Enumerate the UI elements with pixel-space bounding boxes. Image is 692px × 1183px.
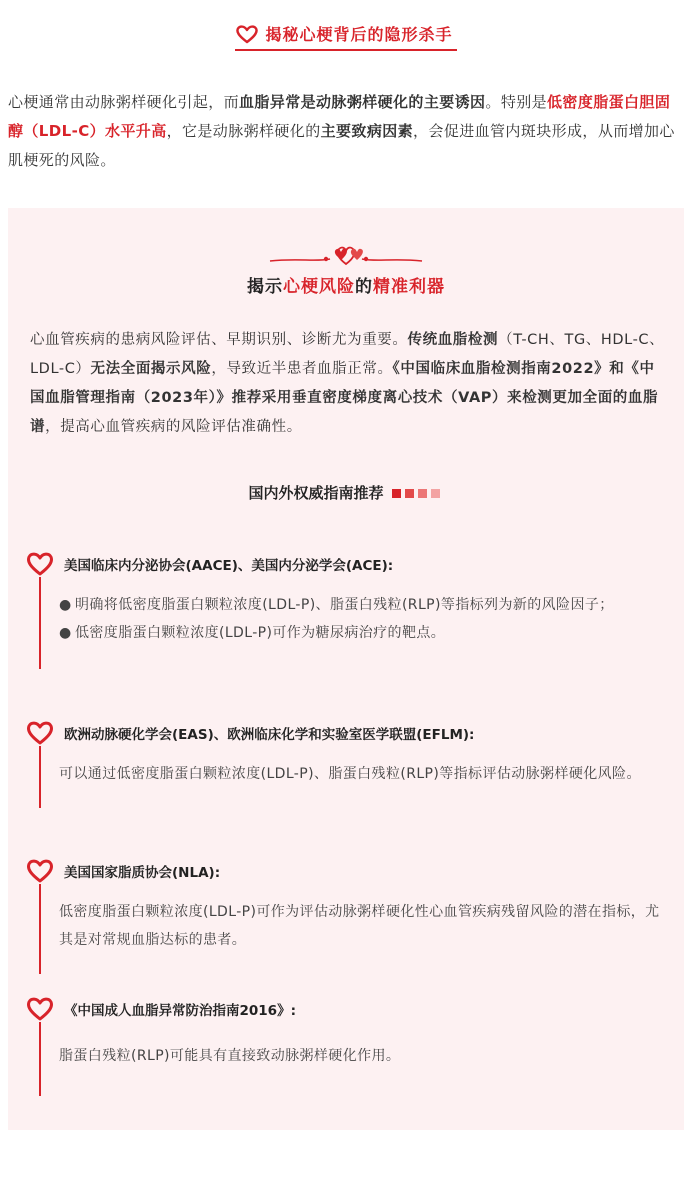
intro-text-3: ，它是动脉粥样硬化的 [166, 122, 321, 140]
org-text: 低密度脂蛋白颗粒浓度(LDL-P)可作为评估动脉粥样硬化性心血管疾病残留风险的潜在指标，尤其是对常规血脂达标的患者。 [59, 904, 660, 948]
heart-icon [235, 24, 259, 44]
guideline-panel [8, 208, 684, 1130]
panel-text-4: ，提高心血管疾病的风险评估准确性。 [45, 419, 302, 435]
org-body [39, 746, 666, 808]
panel-title-part-2: 的 [355, 277, 373, 297]
square-4 [431, 489, 440, 498]
panel-text-2: （T-CH、TG、HDL-C、LDL-C） [30, 332, 665, 377]
org-name: 美国国家脂质协会(NLA): [64, 865, 221, 881]
bullet-icon: ● [59, 625, 72, 641]
heart-ornament-icon [268, 244, 424, 270]
panel-text-3: ，导致近半患者血脂正常。 [211, 361, 393, 377]
panel-paragraph [30, 326, 666, 442]
panel-title-part-1: 揭示 [247, 277, 283, 297]
org-text: 脂蛋白残粒(RLP)可能具有直接致动脉粥样硬化作用。 [59, 1048, 401, 1064]
guideline-org-aace [26, 551, 666, 669]
panel-title-highlight-2: 精准利器 [373, 277, 445, 297]
intro-text-1: 心梗通常由动脉粥样硬化引起，而 [8, 93, 240, 111]
guideline-org-china-2016 [26, 996, 666, 1096]
bullet-icon: ● [59, 597, 72, 613]
list-item-text: 低密度脂蛋白颗粒浓度(LDL-P)可作为糖尿病治疗的靶点。 [75, 625, 446, 641]
intro-red-highlight: 低密度脂蛋白胆固醇（LDL-C）水平升高 [8, 93, 671, 140]
top-heading-title: 揭秘心梗背后的隐形杀手 [265, 25, 453, 44]
square-1 [392, 489, 401, 498]
top-heading-underline [235, 22, 456, 51]
intro-bold-2: 主要致病因素 [320, 122, 414, 140]
panel-title-highlight-1: 心梗风险 [283, 277, 355, 297]
panel-text-1: 心血管疾病的患病风险评估、早期识别、诊断尤为重要。 [30, 332, 408, 348]
heart-icon [26, 720, 54, 746]
intro-paragraph [8, 88, 684, 175]
square-2 [405, 489, 414, 498]
intro-text-4: ，会促进血管内斑块形成，从而增加心肌梗死的风险。 [8, 122, 675, 169]
org-text: 可以通过低密度脂蛋白颗粒浓度(LDL-P)、脂蛋白残粒(RLP)等指标评估动脉粥样硬化风险。 [59, 766, 641, 782]
org-body [39, 1022, 666, 1096]
panel-bold-2: 无法全面揭示风险 [90, 361, 212, 377]
list-item [59, 591, 666, 619]
org-name: 欧洲动脉硬化学会(EAS)、欧洲临床化学和实验室医学联盟(EFLM): [64, 727, 475, 743]
intro-text-2: 。特别是 [485, 93, 548, 111]
guideline-org-nla [26, 858, 666, 974]
panel-title [8, 272, 684, 297]
list-item [59, 619, 666, 647]
list-item-text: 明确将低密度脂蛋白颗粒浓度(LDL-P)、脂蛋白残粒(RLP)等指标列为新的风险因子； [75, 597, 614, 613]
square-decoration [392, 483, 444, 502]
recommendation-heading [8, 482, 684, 503]
org-name: 美国临床内分泌协会(AACE)、美国内分泌学会(ACE): [64, 558, 394, 574]
top-heading [0, 22, 692, 51]
panel-bold-1: 传统血脂检测 [407, 332, 499, 348]
org-name: 《中国成人血脂异常防治指南2016》: [64, 1003, 296, 1019]
org-body [39, 884, 666, 974]
panel-bold-3: 《中国临床血脂检测指南2022》和《中国血脂管理指南（2023年）》推荐采用垂直密度梯度离心技术（VAP）来检测更加全面的血脂谱 [30, 361, 659, 435]
org-body [39, 577, 666, 669]
square-3 [418, 489, 427, 498]
heart-icon [26, 996, 54, 1022]
heart-icon [26, 858, 54, 884]
guideline-org-eas [26, 720, 666, 808]
heart-icon [26, 551, 54, 577]
intro-bold-1: 血脂异常是动脉粥样硬化的主要诱因 [239, 93, 486, 111]
recommendation-title: 国内外权威指南推荐 [248, 484, 384, 502]
